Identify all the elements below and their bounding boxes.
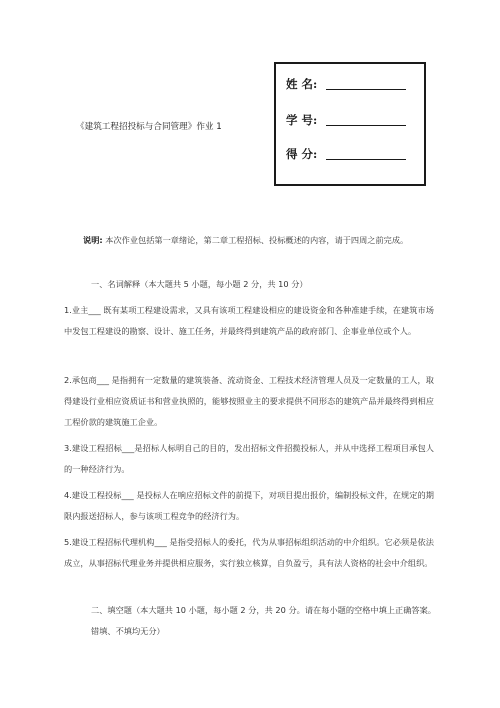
definition-item-1: 1.业主___ 既有某项工程建设需求，又具有该项工程建设相应的建设资金和各种准建手续，在建筑市场中发包工程建设的勘察、设计、施工任务，并最终得到建筑产品的政府部门、企事业单位或个人。 bbox=[64, 305, 434, 336]
name-blank[interactable] bbox=[326, 88, 406, 90]
document-title: 《建筑工程招投标与合同管理》作业 1 bbox=[76, 122, 222, 132]
instructions-text: 本次作业包括第一章绪论，第二章工程招标、投标概述的内容，请于四周之前完成。 bbox=[102, 235, 409, 245]
section2-heading: 二、填空题（本大题共 10 小题，每小题 2 分，共 20 分。请在每小题的空格中填上正确答案。错填、不填均无分） bbox=[91, 605, 436, 636]
id-row bbox=[286, 112, 406, 128]
definition-item-2: 2.承包商___ 是指拥有一定数量的建筑装备、流动资金、工程技术经济管理人员及一定数量的工人，取得建设行业相应资质证书和营业执照的，能够按照业主的要求提供不同形态的建筑产品并最终得到相应工程价款的建筑施工企业。 bbox=[64, 375, 434, 427]
definition-item-3: 3.建设工程招标___是招标人标明自己的目的，发出招标文件招揽投标人，并从中选择工程项目承包人的一种经济行为。 bbox=[64, 443, 434, 474]
score-blank[interactable] bbox=[326, 158, 406, 160]
score-label: 得 分: bbox=[286, 147, 318, 161]
student-id-label: 学 号: bbox=[286, 113, 318, 127]
instructions-label: 说明: bbox=[83, 235, 103, 245]
definition-item-5: 5.建设工程招标代理机构___ 是指受招标人的委托，代为从事招标组织活动的中介组织。它必须是依法成立，从事招标代理业务并提供相应服务，实行独立核算，自负盈亏，具有法人资格的社会中介组织。 bbox=[64, 537, 434, 568]
student-info-box bbox=[274, 62, 426, 186]
name-label: 姓 名: bbox=[286, 77, 318, 91]
instructions bbox=[83, 232, 428, 248]
section1-heading: 一、名词解释（本大题共 5 小题，每小题 2 分，共 10 分） bbox=[91, 279, 308, 289]
definition-item-4: 4.建设工程投标___ 是投标人在响应招标文件的前提下，对项目提出报价，编制投标文件，在规定的期限内报送招标人，参与该项工程竞争的经济行为。 bbox=[64, 490, 434, 521]
name-row bbox=[286, 76, 406, 92]
score-row bbox=[286, 146, 406, 162]
student-id-blank[interactable] bbox=[326, 124, 406, 126]
